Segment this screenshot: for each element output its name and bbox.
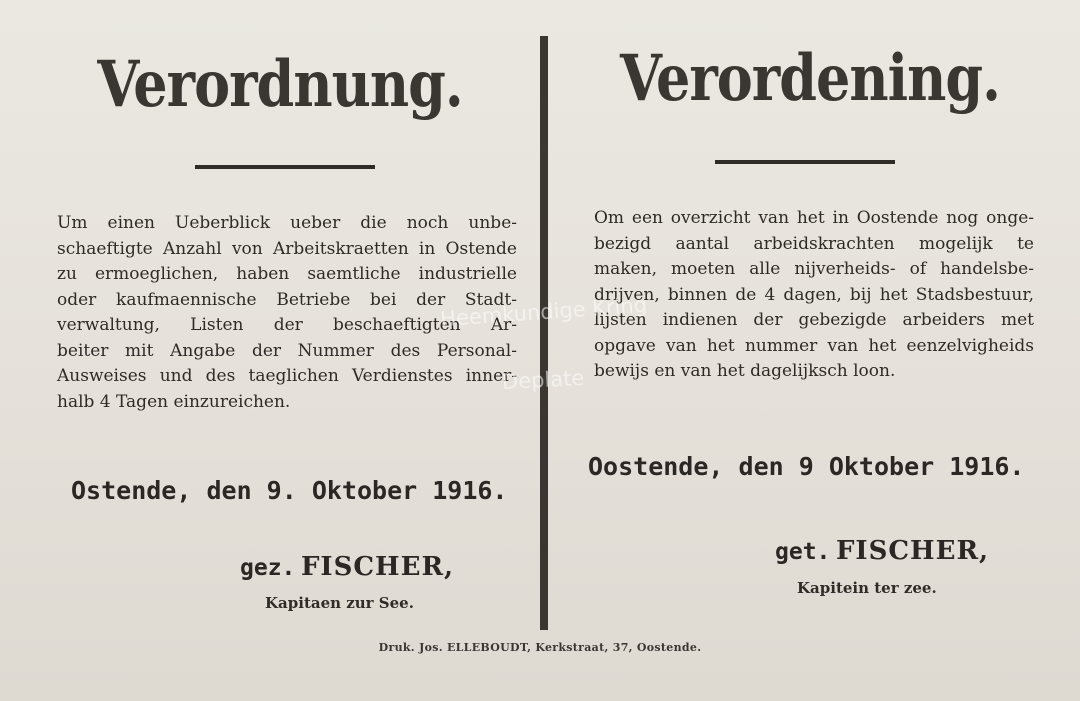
- german-rank: Kapitaen zur See.: [265, 594, 414, 612]
- german-title-rule: [195, 165, 375, 169]
- german-body-line: beiter mit Angabe der Nummer des Personal-: [57, 340, 517, 361]
- german-signature-prefix: gez.: [240, 555, 296, 581]
- dutch-body-line: maken, moeten alle nijverheids- of handelsbe-: [594, 259, 1034, 279]
- german-title: Verordnung.: [97, 46, 463, 122]
- dutch-body-line: lijsten indienen der gebezigde arbeiders met: [594, 310, 1034, 330]
- dutch-title: Verordening.: [620, 40, 1000, 116]
- german-body: [57, 211, 517, 415]
- german-body-line: schaeftigte Anzahl von Arbeitskraetten in Ostende: [57, 238, 517, 259]
- dutch-body: [594, 206, 1034, 385]
- german-signature: [240, 552, 454, 582]
- printer-imprint: Druk. Jos. ELLEBOUDT, Kerkstraat, 37, Oostende.: [378, 641, 702, 654]
- german-body-line: zu ermoeglichen, haben saemtliche industrielle: [57, 264, 517, 284]
- dutch-signature-name: FISCHER,: [835, 536, 990, 566]
- dutch-body-line: bezigd aantal arbeidskrachten mogelijk te: [594, 233, 1034, 254]
- german-body-line: oder kaufmaennische Betriebe bei der Stadt-: [57, 289, 517, 310]
- german-body-line: verwaltung, Listen der beschaeftigten Ar-: [57, 315, 517, 335]
- dutch-dateline: Oostende, den 9 Oktober 1916.: [588, 452, 1025, 481]
- dutch-body-line: bewijs en van het dagelijksch loon.: [594, 361, 896, 381]
- german-body-line: halb 4 Tagen einzureichen.: [57, 391, 291, 412]
- watermark-line-2: Deplate: [501, 365, 585, 395]
- dutch-signature: [775, 536, 989, 566]
- column-divider: [540, 36, 548, 630]
- german-body-line: Um einen Ueberblick ueber die noch unbe-: [57, 213, 517, 233]
- dutch-rank: Kapitein ter zee.: [797, 579, 937, 597]
- german-dateline: Ostende, den 9. Oktober 1916.: [71, 476, 508, 505]
- german-signature-name: FISCHER,: [300, 552, 455, 582]
- dutch-signature-prefix: get.: [775, 539, 831, 565]
- dutch-body-line: Om een overzicht van het in Oostende nog onge-: [594, 208, 1034, 228]
- german-body-line: Ausweises und des taeglichen Verdienstes inner-: [57, 366, 517, 386]
- dutch-body-line: opgave van het nummer van het eenzelvigheids: [594, 335, 1034, 356]
- watermark-line-1: Heemkundige Kring: [439, 292, 648, 332]
- dutch-body-line: drijven, binnen de 4 dagen, bij het Stadsbestuur,: [594, 284, 1034, 305]
- dutch-title-rule: [715, 160, 895, 164]
